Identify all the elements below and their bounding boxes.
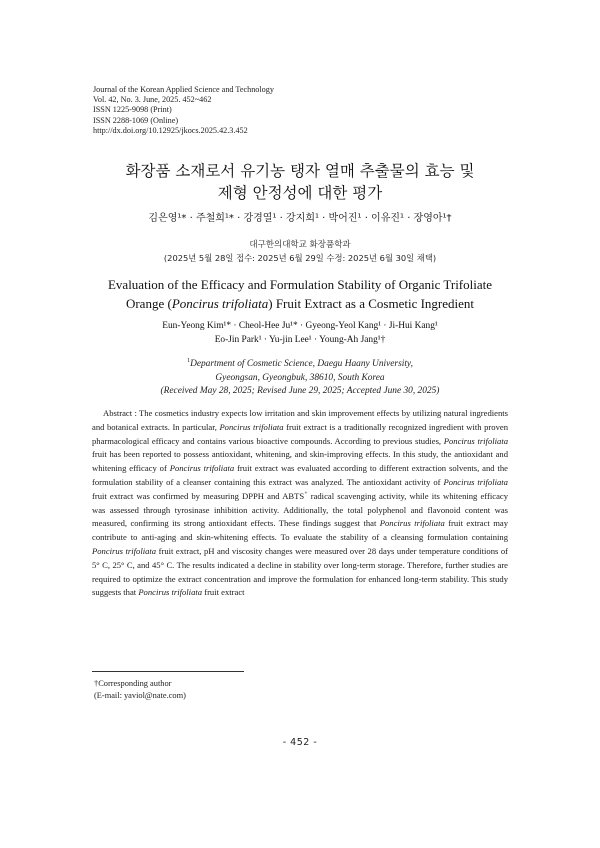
- title-species: Poncirus trifoliata: [171, 296, 269, 311]
- abstract-text: The cosmetics industry expects low irritation and skin improvement effects by utilizing natural ingredients and botanical extracts. In particular,: [92, 408, 508, 432]
- english-title-line2: [0, 294, 600, 313]
- species-name: Poncirus trifoliata: [169, 463, 235, 474]
- korean-authors: 김은영¹* · 주철희¹* · 강경열¹ · 강지희¹ · 박어진¹ · 이유진¹ · 장영아¹†: [148, 213, 452, 224]
- abstract: [92, 407, 508, 600]
- korean-dates: (2025년 5월 28일 접수: 2025년 6월 29일 수정: 2025년 6월 30일 채택): [163, 253, 437, 263]
- abstract-text: radical scavenging activity, while its whitening efficacy was assessed through tyrosinase inhibition activity. Additionally, the total polyphenol and flavonoid content was measured, confirming its strong antioxidant effects. These findings suggest that: [92, 490, 508, 529]
- footnote: [94, 678, 186, 702]
- korean-title: [0, 160, 600, 204]
- english-affiliation-line1: [0, 358, 600, 372]
- species-name: Poncirus trifoliata: [219, 421, 284, 432]
- journal-volume: Vol. 42, No. 3. June, 2025. 452~462: [93, 95, 212, 105]
- affiliation-text: Department of Cosmetic Science, Daegu Haany University,: [190, 359, 413, 369]
- superscript: +: [304, 490, 308, 497]
- korean-title-line1: 화장품 소재로서 유기농 탱자 열매 추출물의 효능 및: [125, 162, 475, 180]
- abstract-text: fruit has been reported to possess antioxidant, whitening, and skin-improving effects. In this study, the antioxidant and whitening efficacy of: [92, 449, 508, 474]
- abstract-text: fruit extract was confirmed by measuring DPPH and ABTS: [92, 490, 305, 501]
- corresponding-author-note: †Corresponding author: [94, 679, 172, 688]
- korean-title-line2: 제형 안정성에 대한 평가: [217, 184, 383, 202]
- journal-info: [93, 85, 393, 136]
- abstract-text: fruit extract is a traditionally recognized ingredient with proven pharmacological efficacy and contains various bioactive compounds. According to previous studies,: [92, 421, 508, 446]
- abstract-text: fruit extract was evaluated according to different extraction solvents, and the formulation stability of a cleanser containing this extract was analyzed. The antioxidant activity of: [92, 463, 508, 487]
- english-affiliation-line2: Gyeongsan, Gyeongbuk, 38610, South Korea: [215, 372, 385, 383]
- doi-link[interactable]: http://dx.doi.org/10.12925/jkocs.2025.42.3.452: [93, 125, 248, 135]
- corresponding-author-email: (E-mail: yaviol@nate.com): [94, 691, 186, 700]
- footnote-divider: [92, 671, 244, 672]
- species-name: Poncirus trifoliata: [379, 518, 445, 529]
- abstract-text: fruit extract, pH and viscosity changes were measured over 28 days under temperature conditions of 5° C, 25° C, and 45° C. The results indicated a decline in stability over long-term storage. Therefore, further studies are required to optimize the extract concentration and improve the formulation for enhanced long-term stability. This study suggests that: [92, 545, 508, 598]
- english-received-dates: (Received May 28, 2025; Revised June 29, 2025; Accepted June 30, 2025): [160, 386, 440, 396]
- abstract-text: fruit extract: [202, 587, 245, 598]
- journal-name: Journal of the Korean Applied Science and Technology: [93, 85, 274, 94]
- issn-print: ISSN 1225-9098 (Print): [93, 105, 172, 115]
- abstract-body: [92, 407, 508, 600]
- species-name: Poncirus trifoliata: [443, 435, 509, 446]
- abstract-colon: :: [132, 408, 140, 418]
- english-authors-line1: Eun-Yeong Kim¹* · Cheol-Hee Ju¹* · Gyeong-Yeol Kang¹ · Ji-Hui Kang¹: [162, 321, 438, 331]
- english-title-line1: Evaluation of the Efficacy and Formulation Stability of Organic Trifoliate: [107, 277, 493, 292]
- title-text: Orange (: [125, 296, 172, 311]
- affiliation-mark: 1: [187, 357, 191, 364]
- korean-affiliation: 대구한의대학교 화장품학과: [249, 240, 351, 250]
- abstract-label: Abstract: [103, 408, 133, 418]
- title-text: ) Fruit Extract as a Cosmetic Ingredient: [268, 296, 475, 311]
- species-name: Poncirus trifoliata: [92, 545, 157, 556]
- english-affiliation: [0, 358, 600, 399]
- english-title: [0, 275, 600, 313]
- english-authors-line2: Eo-Jin Park¹ · Yu-jin Lee¹ · Young-Ah Jang¹†: [214, 335, 386, 345]
- issn-online: ISSN 2288-1069 (Online): [93, 115, 179, 125]
- page-number: - 452 -: [282, 737, 318, 748]
- english-authors: [0, 319, 600, 347]
- abstract-text: fruit extract may contribute to anti-aging and skin-whitening effects. To evaluate the stability of a cleansing formulation containing: [92, 518, 508, 543]
- species-name: Poncirus trifoliata: [138, 587, 203, 598]
- species-name: Poncirus trifoliata: [443, 476, 508, 487]
